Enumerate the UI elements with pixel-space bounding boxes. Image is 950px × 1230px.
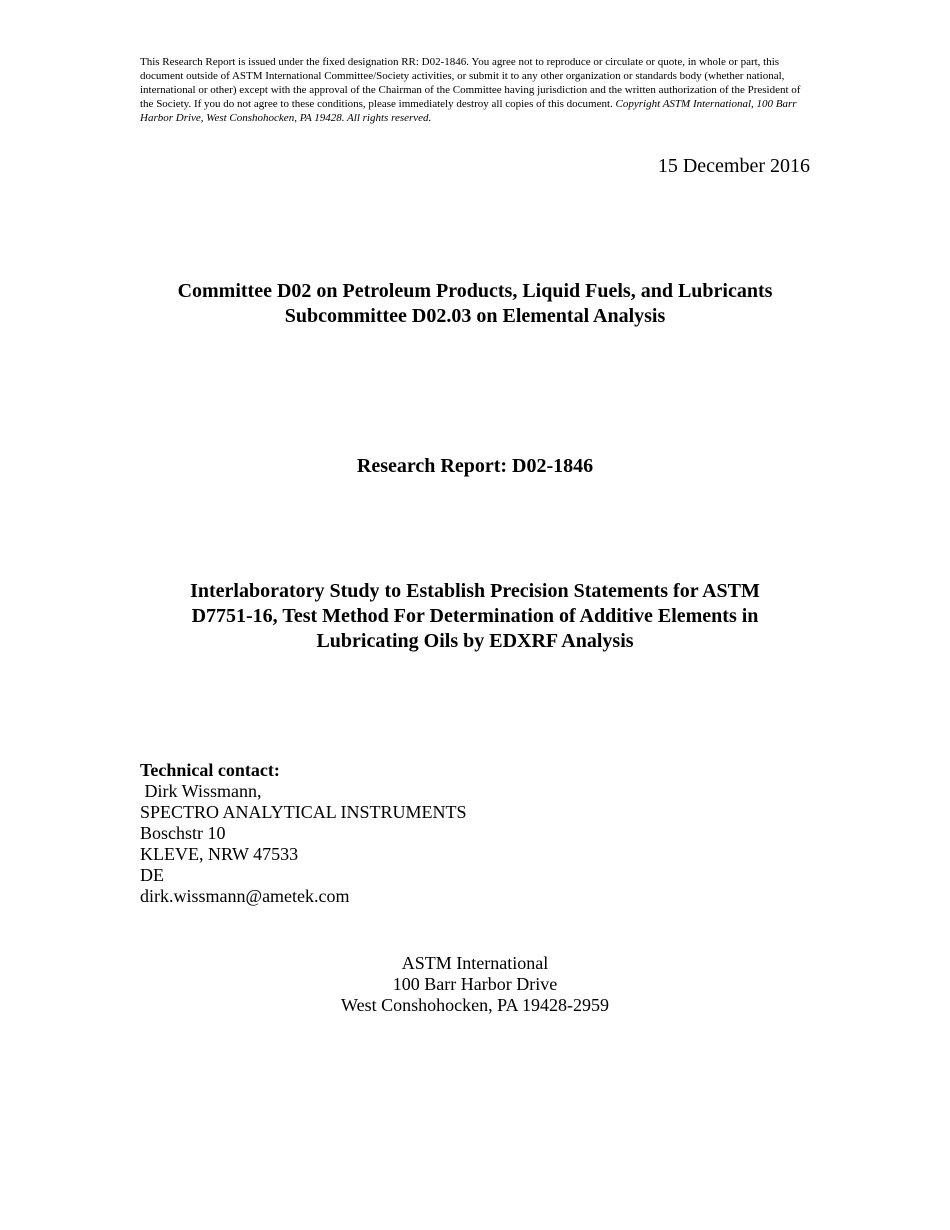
contact-company: SPECTRO ANALYTICAL INSTRUMENTS [140, 802, 467, 822]
contact-street: Boschstr 10 [140, 823, 226, 843]
study-title [140, 579, 810, 654]
astm-org: ASTM International [401, 953, 549, 973]
contact-name: Dirk Wissmann, [140, 781, 262, 801]
copyright-disclaimer [140, 55, 812, 125]
contact-label: Technical contact: [140, 760, 280, 780]
copyright-notice: Copyright ASTM International, 100 Barr Harbor Drive, West Conshohocken, PA 19428. All rights reserved. [140, 98, 797, 124]
technical-contact [140, 760, 640, 907]
astm-address [200, 953, 750, 1016]
study-title-line: D7751-16, Test Method For Determination of Additive Elements in [191, 605, 759, 627]
astm-street: 100 Barr Harbor Drive [392, 974, 558, 994]
committee-heading [100, 279, 850, 329]
subcommittee-name: Subcommittee D02.03 on Elemental Analysis [284, 305, 666, 327]
astm-city: West Conshohocken, PA 19428-2959 [341, 995, 609, 1015]
contact-country: DE [140, 865, 164, 885]
report-date: 15 December 2016 [657, 155, 810, 177]
research-report-id: Research Report: D02-1846 [356, 455, 594, 477]
disclaimer-text: This Research Report is issued under the fixed designation RR: D02-1846. You agree not to reproduce or circulate or quote, in whole or part, this document outside of ASTM International Committee/Society activities, or submit it to any other organization or standards body (whether national, international or other) except with the approval of the Chairman of the Committee having jurisdiction and the written authorization of the President of the Society. If you do not agree to these conditions, please immediately destroy all copies of this document. [140, 56, 801, 110]
study-title-line: Interlaboratory Study to Establish Precision Statements for ASTM [190, 580, 760, 602]
study-title-line: Lubricating Oils by EDXRF Analysis [316, 630, 634, 652]
contact-city: KLEVE, NRW 47533 [140, 844, 299, 864]
contact-email: dirk.wissmann@ametek.com [140, 886, 350, 906]
committee-name: Committee D02 on Petroleum Products, Liquid Fuels, and Lubricants [177, 280, 773, 302]
